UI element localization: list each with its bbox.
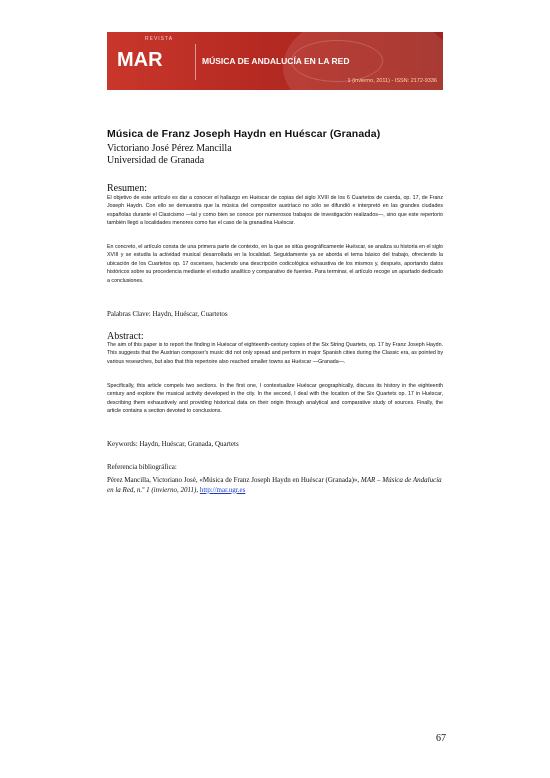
reference-link[interactable]: http://mar.ugr.es [199,485,246,494]
author-affiliation: Universidad de Granada [107,155,205,166]
journal-banner [107,32,443,90]
abstract-paragraph-2: Specifically, this article compels two sections. In the first one, I contextualize Huéscar geographically, discuss its history in the eighteenth century and explore the musical activity developed in the city. In the second, I deal with the location of the Six Quartets op. 17 in Huéscar, describing them exhaustively and providing historical data on their origin through analytical and comparative study of sources. Finally, the article contains a section devoted to conclusions. [107,383,443,415]
reference-citation-part-a: Pérez Mancilla, Victoriano José, «Música de Franz Joseph Haydn en Huéscar (Granada)», [107,476,360,484]
resumen-heading: Resumen: [107,183,147,194]
banner-journal-name: MÚSICA DE ANDALUCÍA EN LA RED [202,56,350,66]
reference-citation-part-b: MAR – Música de Andalucía en la Red, n.º 1 (invierno, 2011), [107,476,442,494]
abstract-keywords: Keywords: Haydn, Huéscar, Granada, Quartets [107,440,239,448]
article-title: Música de Franz Joseph Haydn en Huéscar (Granada) [107,128,381,140]
banner-divider [195,44,196,80]
author-name: Victoriano José Pérez Mancilla [107,143,232,154]
banner-logo-mar: MAR [117,49,163,71]
abstract-paragraph-1: The aim of this paper is to report the finding in Huéscar of eighteenth-century copies of the Six String Quartets, op. 17 by Franz Joseph Haydn. This suggests that the Austrian composer's music did not only spread and perform in major Spanish cities during the Classic era, as pointed by various researches, but also that this repertoire also reached smaller towns as Huéscar —Granada—. [107,342,443,365]
resumen-paragraph-2: En concreto, el artículo consta de una primera parte de contexto, en la que se sitúa geográficamente Huéscar, se analiza su historia en el siglo XVIII y se estudia la actividad musical desarrollada en la localidad. Seguidamente ya se aborda el tema básico del trabajo, ofreciendo la ubicación de los Cuartetos op. 17 oscenses, haciendo una descripción codicológica exhaustiva de los mismos y, después, aportando datos históricos sobre su procedencia mediante el estudio analítico y comparativo de fuentes. Para terminar, el artículo recoge un apartado dedicado a conclusiones. [107,244,443,284]
reference-citation [107,476,443,495]
page-number: 67 [436,733,446,744]
author-block [107,143,443,167]
banner-issue-info: 1 (invierno, 2011) - ISSN: 2172-9336 [347,78,437,84]
reference-heading: Referencia bibliográfica: [107,463,177,471]
resumen-paragraph-1: El objetivo de este artículo es dar a conocer el hallazgo en Huéscar de copias del siglo XVIII de los 6 Cuartetos de cuerda, op. 17, de Franz Joseph Haydn. Con ello se demuestra que la música del compositor austríaco no sólo se difundió e interpretó en las grandes ciudades españolas durante el Clasicismo —tal y como bien se conoce por numerosos trabajos de investigación realizados—, sino que este repertorio también llegó a localidades menores como fue el caso de la granadina Huéscar. [107,195,443,227]
resumen-keywords: Palabras Clave: Haydn, Huéscar, Cuartetos [107,310,228,318]
banner-revista-label: REVISTA [145,36,174,42]
abstract-heading: Abstract: [107,331,144,342]
